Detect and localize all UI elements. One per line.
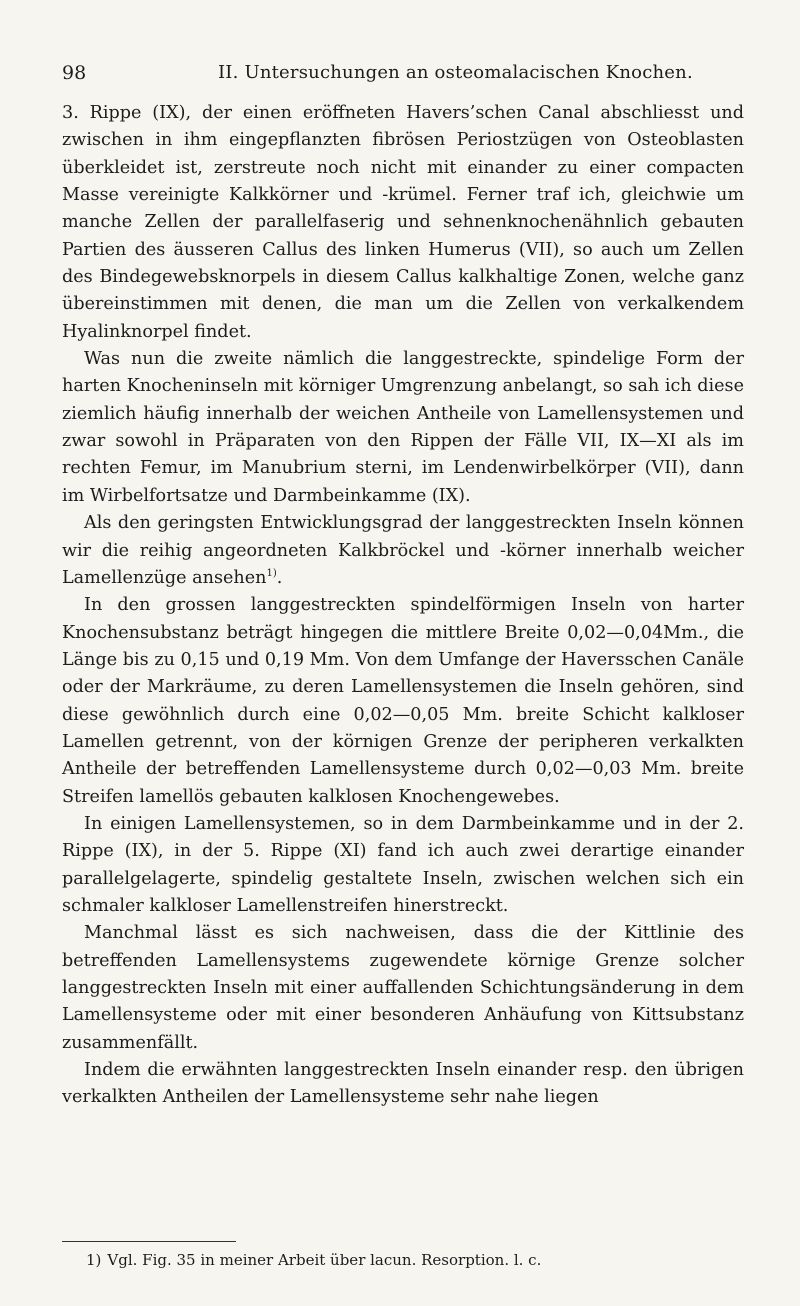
paragraph-3-text: Als den geringsten Entwicklungsgrad der langgestreckten Inseln können wir die reihig angeordneten Kalkbröckel und -körner innerhalb weicher Lamellenzüge ansehen [62, 513, 744, 588]
paragraph-1: 3. Rippe (IX), der einen eröffneten Havers’schen Canal abschliesst und zwischen in ihm eingepflanzten fibrösen Periostzügen von Osteoblasten überkleidet ist, zerstreute noch nicht mit einander zu einer compacten Masse vereinigte Kalkkörner und -krümel. Ferner traf ich, gleichwie um manche Zellen der parallelfaserig und sehnenknochenähnlich gebauten Partien des äusseren Callus des linken Humerus (VII), so auch um Zellen des Bindegewebsknorpels in diesem Callus kalkhaltige Zonen, welche ganz übereinstimmen mit denen, die man um die Zellen von verkalkendem Hyalinknorpel findet. [62, 103, 744, 342]
footnote-mark: 1) [86, 1251, 102, 1269]
paragraph-6: Manchmal lässt es sich nachweisen, dass die der Kittlinie des betreffenden Lamellensystems zugewendete körnige Grenze solcher langgestreckten Inseln mit einer auffallenden Schichtungsänderung in dem Lamellensysteme oder mit einer besonderen Anhäufung von Kittsubstanz zusammenfällt. [62, 923, 744, 1053]
footnote-divider [62, 1241, 236, 1242]
paragraph-4: In den grossen langgestreckten spindelförmigen Inseln von harter Knochensubstanz beträgt hingegen die mittlere Breite 0,02—0,04Mm., die Länge bis zu 0,15 und 0,19 Mm. Von dem Umfange der Haversschen Canäle oder der Markräume, zu deren Lamellensystemen die Inseln gehören, sind diese gewöhnlich durch eine 0,02—0,05 Mm. breite Schicht kalkloser Lamellen getrennt, von der körnigen Grenze der peripheren verkalkten Antheile der betreffenden Lamellensysteme durch 0,02—0,03 Mm. breite Streifen lamellös gebauten kalklosen Knochengewebes. [62, 595, 744, 807]
body-text [62, 100, 744, 1112]
footnote-text: Vgl. Fig. 35 in meiner Arbeit über lacun. Resorption. l. c. [107, 1251, 542, 1269]
footnote-reference[interactable]: 1) [266, 567, 277, 579]
paragraph-5: In einigen Lamellensystemen, so in dem Darmbeinkamme und in der 2. Rippe (IX), in der 5. Rippe (XI) fand ich auch zwei derartige einander parallelgelagerte, spindelig gestaltete Inseln, zwischen welchen sich ein schmaler kalkloser Lamellenstreifen hinerstreckt. [62, 813, 744, 916]
paragraph-3 [62, 510, 744, 592]
paragraph-3-end: . [276, 567, 283, 588]
running-title: II. Untersuchungen an osteomalacischen Knochen. [218, 62, 693, 83]
footnote [86, 1250, 736, 1270]
paragraph-2: Was nun die zweite nämlich die langgestreckte, spindelige Form der harten Knocheninseln mit körniger Umgrenzung anbelangt, so sah ich diese ziemlich häufig innerhalb der weichen Antheile von Lamellensystemen und zwar sowohl in Präparaten von den Rippen der Fälle VII, IX—XI als im rechten Femur, im Manubrium sterni, im Lendenwirbelkörper (VII), dann im Wirbelfortsatze und Darmbeinkamme (IX). [62, 349, 744, 506]
page-number: 98 [62, 62, 87, 84]
page-header [62, 62, 742, 92]
paragraph-7: Indem die erwähnten langgestreckten Inseln einander resp. den übrigen verkalkten Antheilen der Lamellensysteme sehr nahe liegen [62, 1060, 744, 1108]
